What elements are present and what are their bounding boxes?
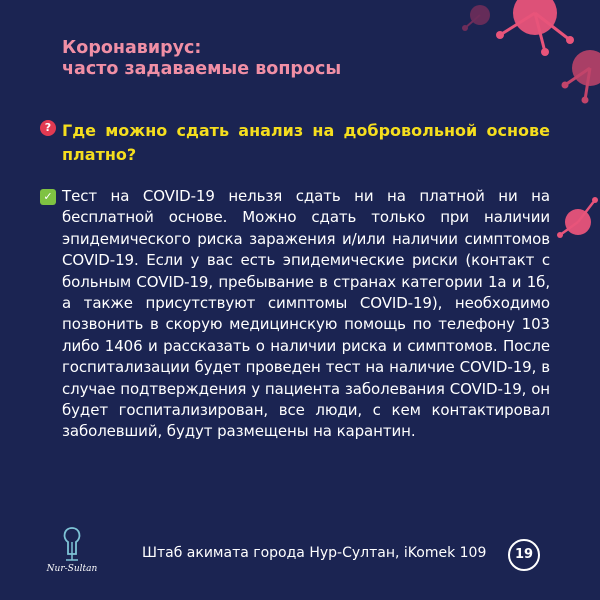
check-icon: ✓ bbox=[40, 189, 56, 205]
logo-icon bbox=[42, 524, 102, 564]
nur-sultan-logo bbox=[42, 524, 102, 580]
title-line-2: часто задаваемые вопросы bbox=[62, 59, 342, 79]
virus-icon bbox=[496, 0, 574, 56]
question-block bbox=[40, 119, 550, 167]
title-line-1: Коронавирус: bbox=[62, 38, 202, 58]
logo-text: Nur-Sultan bbox=[46, 564, 98, 574]
answer-block bbox=[40, 186, 550, 443]
page-title bbox=[62, 38, 341, 80]
footer-source: Штаб акимата города Нур-Султан, iKomek 109 bbox=[142, 545, 487, 561]
question-icon: ? bbox=[40, 120, 56, 136]
virus-icon bbox=[557, 197, 598, 238]
answer-text: Тест на COVID-19 нельзя сдать ни на платной ни на бесплатной основе. Можно сдать только при наличии эпидемического риска заражения и/или наличии симптомов COVID-19. Если у вас есть эпидемические риски (контакт с больным COVID-19, пребывание в странах категории 1а и 1б, а также присутствуют симптомы COVID-19), необходимо позвонить в скорую медицинскую помощь по телефону 103 либо 1406 и рассказать о наличии риска и симптомов. После госпитализации будет проведен тест на наличие COVID-19, в случае подтверждения у пациента заболевания COVID-19, он будет госпитализирован, все люди, с кем контактировал заболевший, будут размещены на карантин. bbox=[62, 187, 550, 441]
page-number-badge: 19 bbox=[508, 539, 540, 571]
question-text: Где можно сдать анализ на добровольной основе платно? bbox=[62, 121, 550, 164]
virus-icon bbox=[462, 5, 490, 31]
virus-icon bbox=[562, 50, 600, 104]
